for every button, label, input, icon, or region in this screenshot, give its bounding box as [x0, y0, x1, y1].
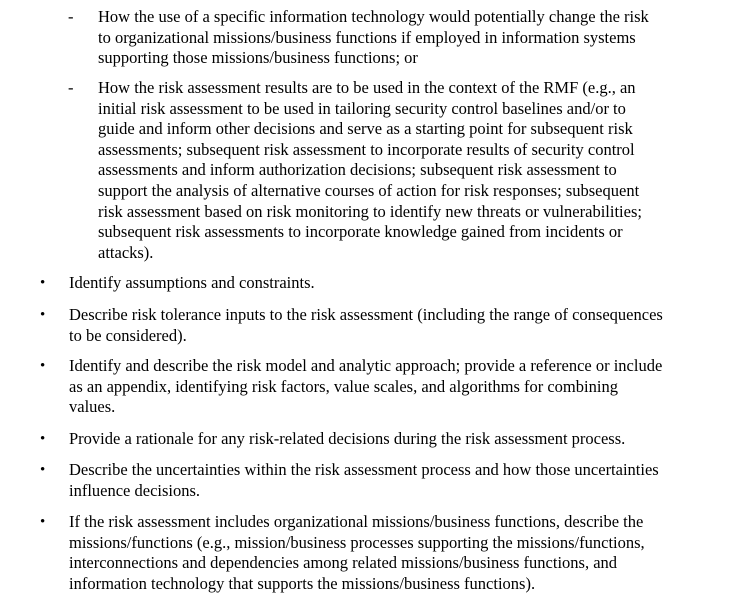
- text-line: information technology that supports the missions/business functions).: [69, 573, 536, 593]
- text-line: Provide a rationale for any risk-related decisions during the risk assessment process.: [69, 429, 626, 448]
- text-line: missions/functions (e.g., mission/business processes supporting the missions/functions,: [69, 532, 645, 552]
- text-line: guide and inform other decisions and serve as a starting point for subsequent risk: [98, 119, 633, 139]
- text-line: assessments and inform authorization decisions; subsequent risk assessment to: [98, 160, 617, 180]
- text-line: subsequent risk assessments to incorporate knowledge gained from incidents or: [98, 222, 623, 242]
- text-line: How the risk assessment results are to be used in the context of the RMF (e.g., an: [98, 78, 636, 97]
- bullet-list-item: [69, 273, 315, 294]
- bullet-list-item: [69, 512, 645, 594]
- text-line: assessments; subsequent risk assessment to incorporate results of security control: [98, 139, 635, 159]
- text-line: Identify and describe the risk model and analytic approach; provide a reference or include: [69, 356, 663, 375]
- text-line: If the risk assessment includes organizational missions/business functions, describe the: [69, 512, 644, 531]
- text-line: initial risk assessment to be used in tailoring security control baselines and/or to: [98, 98, 626, 118]
- sub-list-item: [98, 78, 642, 263]
- text-line: interconnections and dependencies among related missions/business functions, and: [69, 553, 618, 573]
- text-line: to organizational missions/business functions if employed in information systems: [98, 27, 636, 47]
- text-line: support the analysis of alternative courses of action for risk responses; subsequent: [98, 180, 640, 200]
- bullet-marker: •: [40, 307, 46, 323]
- bullet-list-item: [69, 356, 662, 418]
- bullet-marker: •: [40, 431, 46, 447]
- bullet-list-item: [69, 305, 663, 346]
- bullet-marker: •: [40, 358, 46, 374]
- text-line: influence decisions.: [69, 480, 201, 500]
- bullet-list-item: [69, 429, 625, 450]
- dash-marker: -: [68, 7, 74, 26]
- text-line: Identify assumptions and constraints.: [69, 273, 315, 292]
- text-line: supporting those missions/business functions; or: [98, 48, 418, 68]
- text-line: values.: [69, 397, 116, 417]
- text-line: risk assessment based on risk monitoring to identify new threats or vulnerabilities;: [98, 201, 642, 221]
- text-line: to be considered).: [69, 325, 187, 345]
- dash-marker: -: [68, 78, 74, 97]
- text-line: Describe the uncertainties within the risk assessment process and how those uncertainties: [69, 460, 659, 479]
- text-line: How the use of a specific information technology would potentially change the risk: [98, 7, 649, 26]
- bullet-list-item: [69, 460, 659, 501]
- bullet-marker: •: [40, 275, 46, 291]
- text-line: Describe risk tolerance inputs to the risk assessment (including the range of consequences: [69, 305, 663, 324]
- sub-list-item: [98, 7, 649, 69]
- bullet-marker: •: [40, 462, 46, 478]
- bullet-marker: •: [40, 514, 46, 530]
- text-line: as an appendix, identifying risk factors, value scales, and algorithms for combining: [69, 376, 618, 396]
- text-line: attacks).: [98, 242, 154, 262]
